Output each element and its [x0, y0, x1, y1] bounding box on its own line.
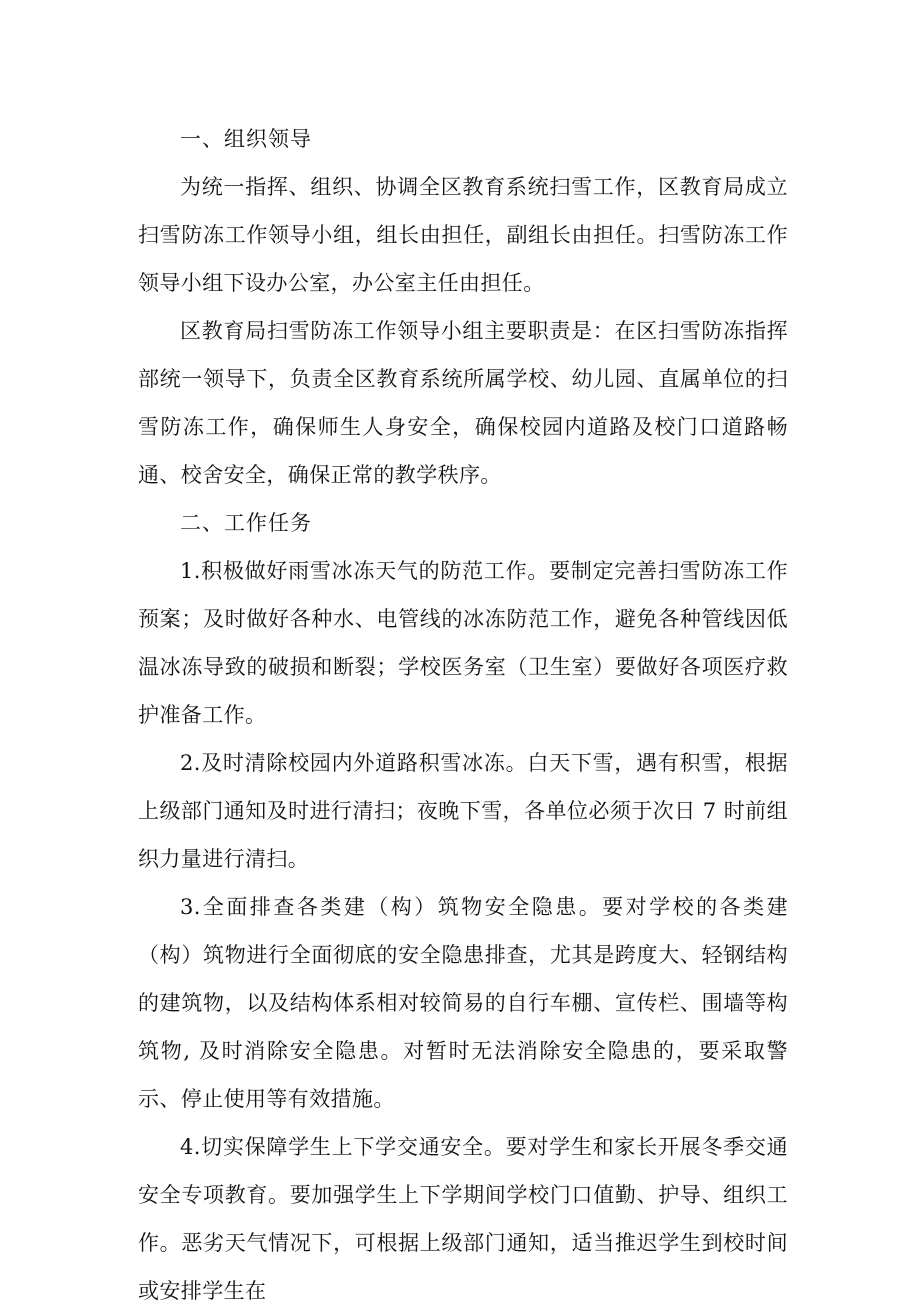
document-body — [138, 115, 788, 1315]
section-heading-organization: 一、组织领导 — [180, 127, 312, 151]
task-item-1: 1.积极做好雨雪冰冻天气的防范工作。要制定完善扫雪防冻工作预案；及时做好各种水、电管线的冰冻防范工作，避免各种管线因低温冰冻导致的破损和断裂；学校医务室（卫生室）要做好各项医疗救护准备工作。 — [138, 559, 788, 727]
task-item-3: 3.全面排查各类建（构）筑物安全隐患。要对学校的各类建（构）筑物进行全面彻底的安全隐患排查，尤其是跨度大、轻钢结构的建筑物，以及结构体系相对较简易的自行车棚、宣传栏、围墙等构筑物, 及时消除安全隐患。对暂时无法消除安全隐患的，要采取警示、停止使用等有效措施。 — [138, 895, 788, 1111]
task-item-2: 2.及时清除校园内外道路积雪冰冻。白天下雪，遇有积雪，根据上级部门通知及时进行清扫；夜晚下雪，各单位必须于次日 7 时前组织力量进行清扫。 — [138, 751, 788, 871]
section-heading-tasks: 二、工作任务 — [180, 511, 312, 535]
task-item-4: 4.切实保障学生上下学交通安全。要对学生和家长开展冬季交通安全专项教育。要加强学生上下学期间学校门口值勤、护导、组织工作。恶劣天气情况下，可根据上级部门通知，适当推迟学生到校时间或安排学生在 — [138, 1135, 788, 1303]
paragraph-leading-group: 为统一指挥、组织、协调全区教育系统扫雪工作，区教育局成立扫雪防冻工作领导小组，组长由担任，副组长由担任。扫雪防冻工作领导小组下设办公室，办公室主任由担任。 — [138, 175, 788, 295]
paragraph-responsibilities: 区教育局扫雪防冻工作领导小组主要职责是：在区扫雪防冻指挥部统一领导下，负责全区教育系统所属学校、幼儿园、直属单位的扫雪防冻工作，确保师生人身安全，确保校园内道路及校门口道路畅通、校舍安全，确保正常的教学秩序。 — [138, 319, 788, 487]
